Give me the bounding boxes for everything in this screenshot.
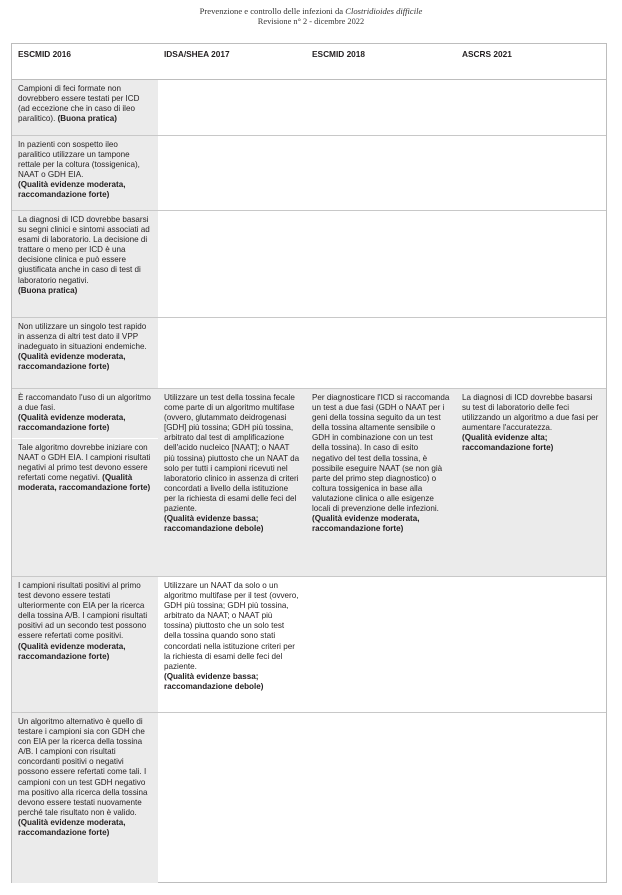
- table-cell: [456, 577, 606, 713]
- table-cell: [456, 136, 606, 211]
- table-cell: Tale algoritmo dovrebbe iniziare con NAAT o GDH EIA. I campioni risultati negativi al primo test devono essere refertati come negativi. (Qualità moderata, raccomandazione forte): [12, 439, 158, 577]
- table-cell: [158, 80, 306, 136]
- column-header: ASCRS 2021: [456, 44, 606, 80]
- table-cell: [158, 136, 306, 211]
- table-cell: [306, 136, 456, 211]
- table-cell: La diagnosi di ICD dovrebbe basarsi su segni clinici e sintomi associati ad esami di laboratorio. La decisione di trattare o meno per ICD è una decisione clinica e può essere giustificata anche in caso di test di laboratorio negativi. (Buona pratica): [12, 211, 158, 318]
- table-cell: [456, 713, 606, 883]
- table-row: [12, 318, 606, 389]
- table-row: [12, 80, 606, 136]
- table-row: [12, 136, 606, 211]
- column-header: ESCMID 2016: [12, 44, 158, 80]
- table-cell: [456, 318, 606, 389]
- table-row: [12, 389, 606, 439]
- table-cell: Per diagnosticare l'ICD si raccomanda un test a due fasi (GDH o NAAT per i geni della tossina seguito da un test della tossina altamente sensibile o GDH in combinazione con un test della tossina). In caso di esito negativo del test della tossina, è possibile eseguire NAAT (se non già parte del primo step diagnostico) o coltura tossigenica in base alla valutazione clinica o alle esigenze locali di prevenzione delle infezioni. (Qualità evidenze moderata, raccomandazione forte): [306, 389, 456, 577]
- table-cell: [456, 80, 606, 136]
- table-cell: In pazienti con sospetto ileo paralitico utilizzare un tampone rettale per la coltura (tossigenica), NAAT o GDH EIA. (Qualità evidenze moderata, raccomandazione forte): [12, 136, 158, 211]
- page-header: [0, 6, 622, 27]
- table-cell: Un algoritmo alternativo è quello di testare i campioni sia con GDH che con EIA per la ricerca della tossina A/B. I campioni con risultati concordanti positivi o negativi possono essere refertati come tali. I campioni con un test GDH negativo ma positivo alla ricerca della tossina devono essere testati nuovamente perché tale risultato non è valido. (Qualità evidenze moderata, raccomandazione forte): [12, 713, 158, 883]
- revision-line: Revisione n° 2 - dicembre 2022: [257, 16, 365, 26]
- table-cell: È raccomandato l'uso di un algoritmo a due fasi. (Qualità evidenze moderata, raccomandazione forte): [12, 389, 158, 439]
- document-title: Prevenzione e controllo delle infezioni da Clostridioides difficile: [199, 6, 423, 16]
- table-row: [12, 577, 606, 713]
- guidelines-table: [12, 44, 606, 883]
- table-cell: Utilizzare un test della tossina fecale come parte di un algoritmo multifase (ovvero, glutammato deidrogenasi [GDH] più tossina; GDH più tossina, arbitrato dal test di amplificazione dell'acido nucleico [NAAT]; o NAAT più tossina) piuttosto che un NAAT da solo per tutti i campioni ricevuti nel laboratorio clinico in assenza di criteri concordati a livello della istituzione per la richiesta di esami delle feci del paziente. (Qualità evidenze bassa; raccomandazione debole): [158, 389, 306, 577]
- table-cell: [158, 318, 306, 389]
- table-cell: [306, 80, 456, 136]
- table-cell: I campioni risultati positivi al primo test devono essere testati ulteriormente con EIA per la ricerca della tossina A/B. I campioni risultati positivi ad un secondo test possono essere refertati come positivi. (Qualità evidenze moderata, raccomandazione forte): [12, 577, 158, 713]
- column-header: IDSA/SHEA 2017: [158, 44, 306, 80]
- table-cell: [306, 577, 456, 713]
- table-cell: [158, 211, 306, 318]
- column-header: ESCMID 2018: [306, 44, 456, 80]
- table-cell: [306, 713, 456, 883]
- table-cell: [456, 211, 606, 318]
- table-cell: Non utilizzare un singolo test rapido in assenza di altri test dato il VPP inadeguato in situazioni endemiche. (Qualità evidenze moderata, raccomandazione forte): [12, 318, 158, 389]
- guidelines-table-frame: [11, 43, 607, 883]
- table-cell: [306, 318, 456, 389]
- table-cell: [306, 211, 456, 318]
- table-cell: [158, 713, 306, 883]
- table-cell: Campioni di feci formate non dovrebbero essere testati per ICD (ad eccezione che in caso di ileo paralitico). (Buona pratica): [12, 80, 158, 136]
- table-row: [12, 211, 606, 318]
- table-cell: La diagnosi di ICD dovrebbe basarsi su test di laboratorio delle feci utilizzando un algoritmo a due fasi per aumentare l'accuratezza. (Qualità evidenze alta; raccomandazione forte): [456, 389, 606, 577]
- table-cell: Utilizzare un NAAT da solo o un algoritmo multifase per il test (ovvero, GDH più tossina; GDH più tossina, arbitrato da NAAT; o NAAT più tossina) piuttosto che un solo test della tossina quando sono stati concordati nella istituzione criteri per la richiesta di esami delle feci del paziente. (Qualità evidenze bassa; raccomandazione debole): [158, 577, 306, 713]
- table-header-row: [12, 44, 606, 80]
- table-row: [12, 713, 606, 883]
